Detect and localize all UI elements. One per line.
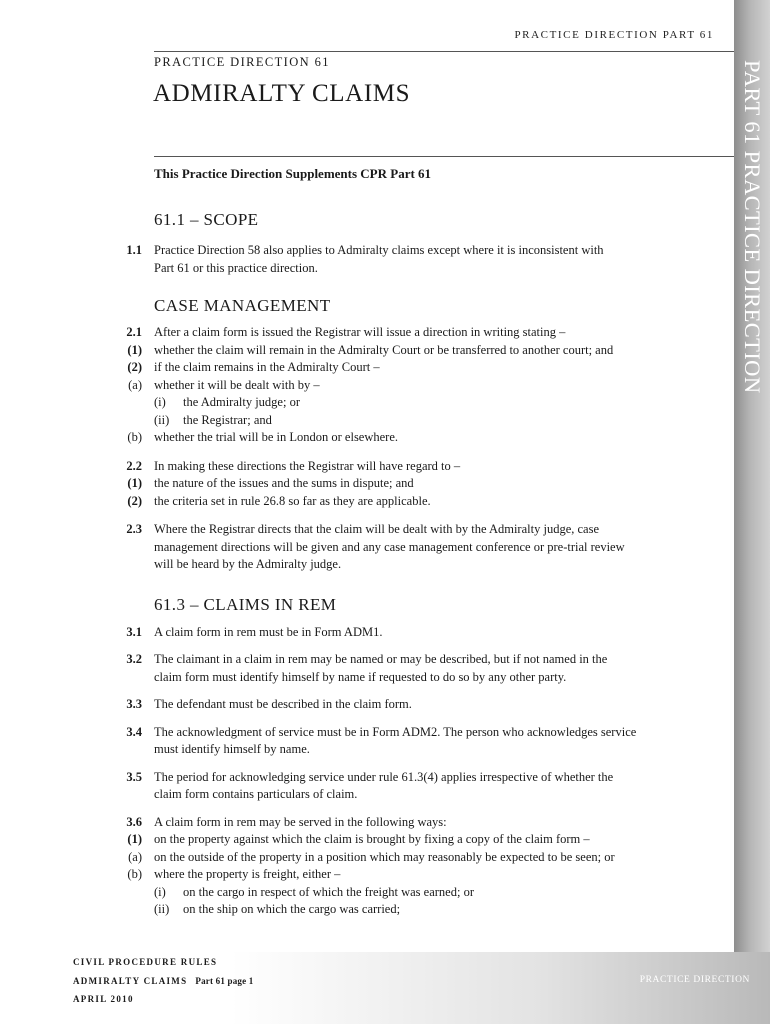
para-number: 3.2	[126, 652, 142, 666]
item-text: on the ship on which the cargo was carried;	[183, 902, 401, 916]
para-number: 2.1	[126, 325, 142, 339]
footer-right-label: PRACTICE DIRECTION	[639, 975, 750, 985]
item-text: the criteria set in rule 26.8 so far as they are applicable.	[154, 493, 431, 508]
para-text: claim form must identify himself by name if requested to do so by any other party.	[154, 669, 567, 684]
item-text: if the claim remains in the Admiralty Court –	[154, 360, 380, 374]
paragraph-3-1	[0, 624, 734, 642]
roman-numeral: (ii)	[154, 902, 170, 916]
para-number: 3.6	[126, 814, 142, 829]
para-number: 2.3	[126, 522, 142, 536]
para-number: 3.4	[126, 724, 142, 739]
para-number: 3.5	[126, 769, 142, 784]
para-text: A claim form in rem may be served in the following ways:	[154, 814, 447, 829]
side-tab-text: PART 61 PRACTICE DIRECTION	[740, 60, 765, 394]
roman-numeral: (i)	[154, 884, 166, 899]
roman-numeral: (ii)	[154, 412, 170, 427]
paragraph-3-2	[0, 651, 734, 686]
paragraph-2-2	[0, 458, 734, 511]
item-text: on the property against which the claim is brought by fixing a copy of the claim form –	[154, 832, 590, 846]
item-letter: (b)	[127, 430, 142, 444]
item-text: the Admiralty judge; or	[183, 395, 300, 409]
item-number: (1)	[127, 342, 142, 357]
paragraph-3-5	[0, 769, 734, 804]
para-text: must identify himself by name.	[154, 742, 310, 756]
page-number: Part 61 page 1	[195, 976, 254, 986]
para-text: After a claim form is issued the Registrar will issue a direction in writing stating –	[154, 325, 566, 339]
paragraph-2-3	[0, 521, 734, 574]
section-heading-claims-in-rem: 61.3 – CLAIMS IN REM	[154, 594, 337, 614]
para-text: The acknowledgment of service must be in Form ADM2. The person who acknowledges service	[154, 724, 637, 739]
supplement-line: This Practice Direction Supplements CPR Part 61	[154, 166, 432, 181]
para-text: A claim form in rem must be in Form ADM1.	[154, 624, 383, 639]
para-text: management directions will be given and any case management conference or pre-trial review	[154, 539, 625, 554]
title-rule	[154, 156, 770, 157]
paragraph-3-3	[0, 696, 734, 714]
para-number: 2.2	[126, 458, 142, 473]
para-number: 3.1	[126, 624, 142, 639]
top-rule	[154, 51, 770, 52]
para-text: claim form contains particulars of claim.	[154, 787, 358, 801]
footer-subtitle	[73, 976, 253, 986]
para-text: The defendant must be described in the claim form.	[154, 697, 412, 711]
item-text: on the outside of the property in a position which may reasonably be expected to be seen; or	[154, 849, 615, 864]
item-text: the Registrar; and	[183, 412, 272, 427]
item-text: whether the trial will be in London or elsewhere.	[154, 430, 399, 444]
para-text: In making these directions the Registrar will have regard to –	[154, 458, 461, 473]
item-number: (2)	[127, 360, 142, 374]
para-number: 1.1	[126, 243, 142, 257]
practice-direction-label: PRACTICE DIRECTION 61	[154, 55, 330, 69]
section-heading-scope: 61.1 – SCOPE	[154, 210, 259, 229]
item-text: the nature of the issues and the sums in dispute; and	[154, 476, 414, 490]
item-number: (2)	[127, 493, 142, 508]
item-text: whether the claim will remain in the Admiralty Court or be transferred to another court; and	[154, 342, 614, 357]
item-number: (1)	[127, 476, 142, 490]
item-letter: (a)	[128, 377, 142, 392]
para-text: Where the Registrar directs that the claim will be dealt with by the Admiralty judge, case	[154, 522, 599, 536]
para-text: Practice Direction 58 also applies to Admiralty claims except where it is inconsistent with	[154, 243, 604, 257]
section-heading-case-management: CASE MANAGEMENT	[154, 296, 331, 315]
item-letter: (a)	[128, 849, 142, 864]
footer-date: APRIL 2010	[73, 994, 134, 1004]
paragraph-3-4	[0, 724, 734, 759]
footer-part-title: ADMIRALTY CLAIMS	[73, 976, 188, 986]
para-text: The claimant in a claim in rem may be named or may be described, but if not named in the	[154, 652, 608, 666]
item-text: whether it will be dealt with by –	[154, 377, 320, 392]
item-letter: (b)	[127, 867, 142, 881]
page-title: ADMIRALTY CLAIMS	[153, 80, 411, 107]
paragraph-1-1	[0, 242, 734, 277]
item-text: on the cargo in respect of which the freight was earned; or	[183, 884, 474, 899]
roman-numeral: (i)	[154, 395, 166, 409]
para-text: Part 61 or this practice direction.	[154, 260, 318, 275]
page-footer	[0, 952, 770, 1024]
running-header: PRACTICE DIRECTION PART 61	[514, 29, 714, 41]
para-number: 3.3	[126, 697, 142, 711]
para-text: The period for acknowledging service under rule 61.3(4) applies irrespective of whether the	[154, 769, 614, 784]
paragraph-2-1	[0, 324, 734, 447]
side-tab	[734, 0, 770, 1024]
document-body	[0, 209, 734, 919]
item-number: (1)	[127, 832, 142, 846]
footer-title: CIVIL PROCEDURE RULES	[73, 957, 218, 967]
item-text: where the property is freight, either –	[154, 867, 341, 881]
para-text: will be heard by the Admiralty judge.	[154, 557, 342, 571]
paragraph-3-6	[0, 814, 734, 919]
